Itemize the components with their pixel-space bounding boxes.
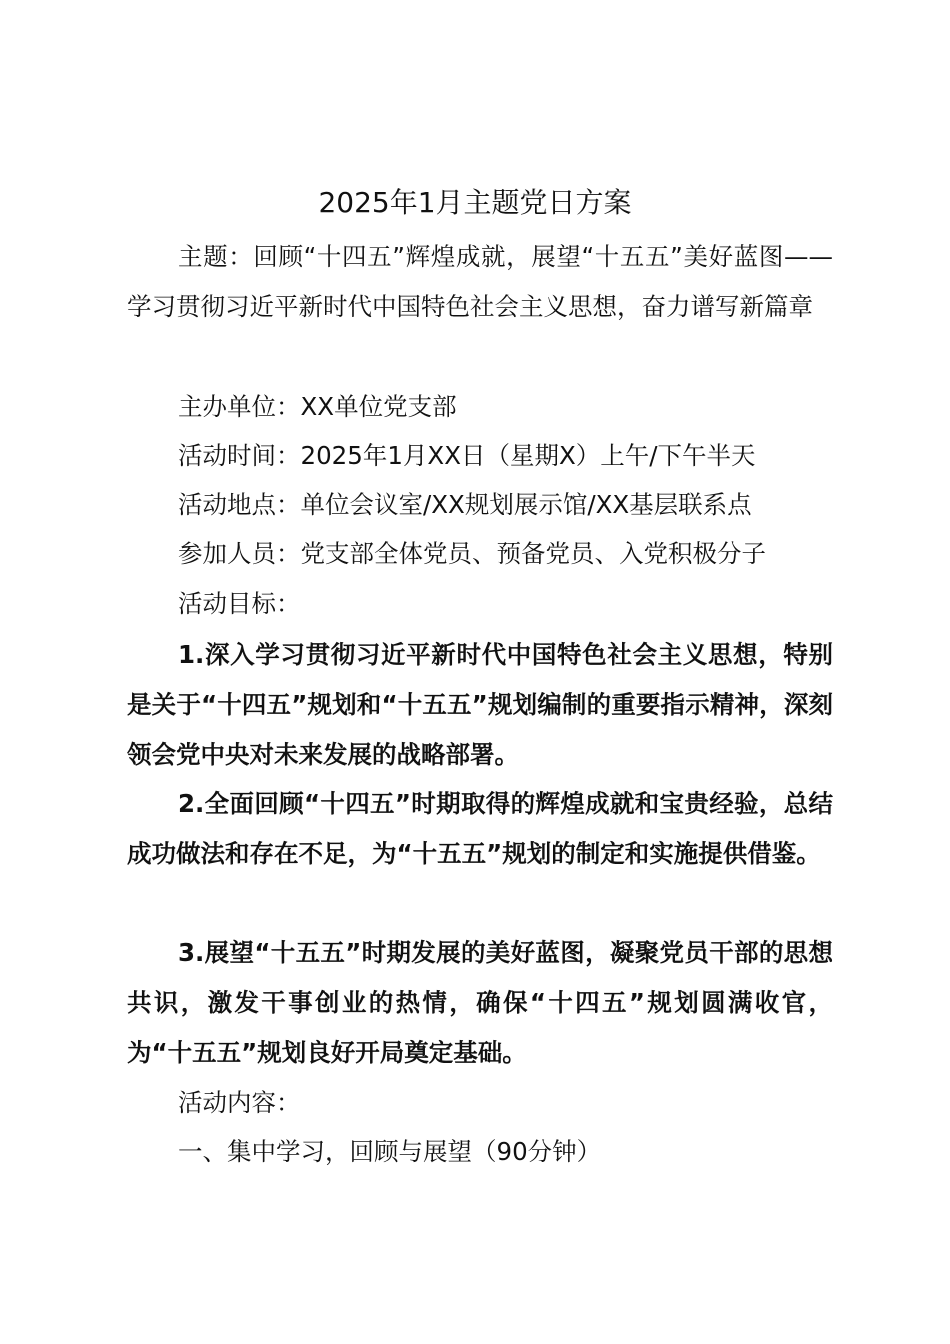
- goal-item-1: 1.深入学习贯彻习近平新时代中国特色社会主义思想，特别是关于“十四五”规划和“十五五”规划编制的重要指示精神，深刻领会党中央对未来发展的战略部署。: [127, 640, 833, 769]
- section-one-heading: 一、集中学习，回顾与展望（90分钟）: [178, 1137, 602, 1166]
- goal-item-2: 2.全面回顾“十四五”时期取得的辉煌成就和宝贵经验，总结成功做法和存在不足，为“十五五”规划的制定和实施提供借鉴。: [127, 789, 833, 868]
- location-line: 活动地点：单位会议室/XX规划展示馆/XX基层联系点: [178, 490, 752, 519]
- theme-paragraph: 主题：回顾“十四五”辉煌成就，展望“十五五”美好蓝图——学习贯彻习近平新时代中国特色社会主义思想，奋力谱写新篇章: [127, 242, 833, 321]
- content-heading: 活动内容：: [178, 1088, 301, 1117]
- goal-item-3: 3.展望“十五五”时期发展的美好蓝图，凝聚党员干部的思想共识，激发干事创业的热情，确保“十四五”规划圆满收官，为“十五五”规划良好开局奠定基础。: [127, 938, 833, 1067]
- host-line: 主办单位：XX单位党支部: [178, 392, 457, 421]
- document-title: 2025年1月主题党日方案: [318, 186, 632, 219]
- time-line: 活动时间：2025年1月XX日（星期X）上午/下午半天: [178, 441, 756, 470]
- participants-line: 参加人员：党支部全体党员、预备党员、入党积极分子: [178, 539, 766, 568]
- goals-heading: 活动目标：: [178, 589, 301, 618]
